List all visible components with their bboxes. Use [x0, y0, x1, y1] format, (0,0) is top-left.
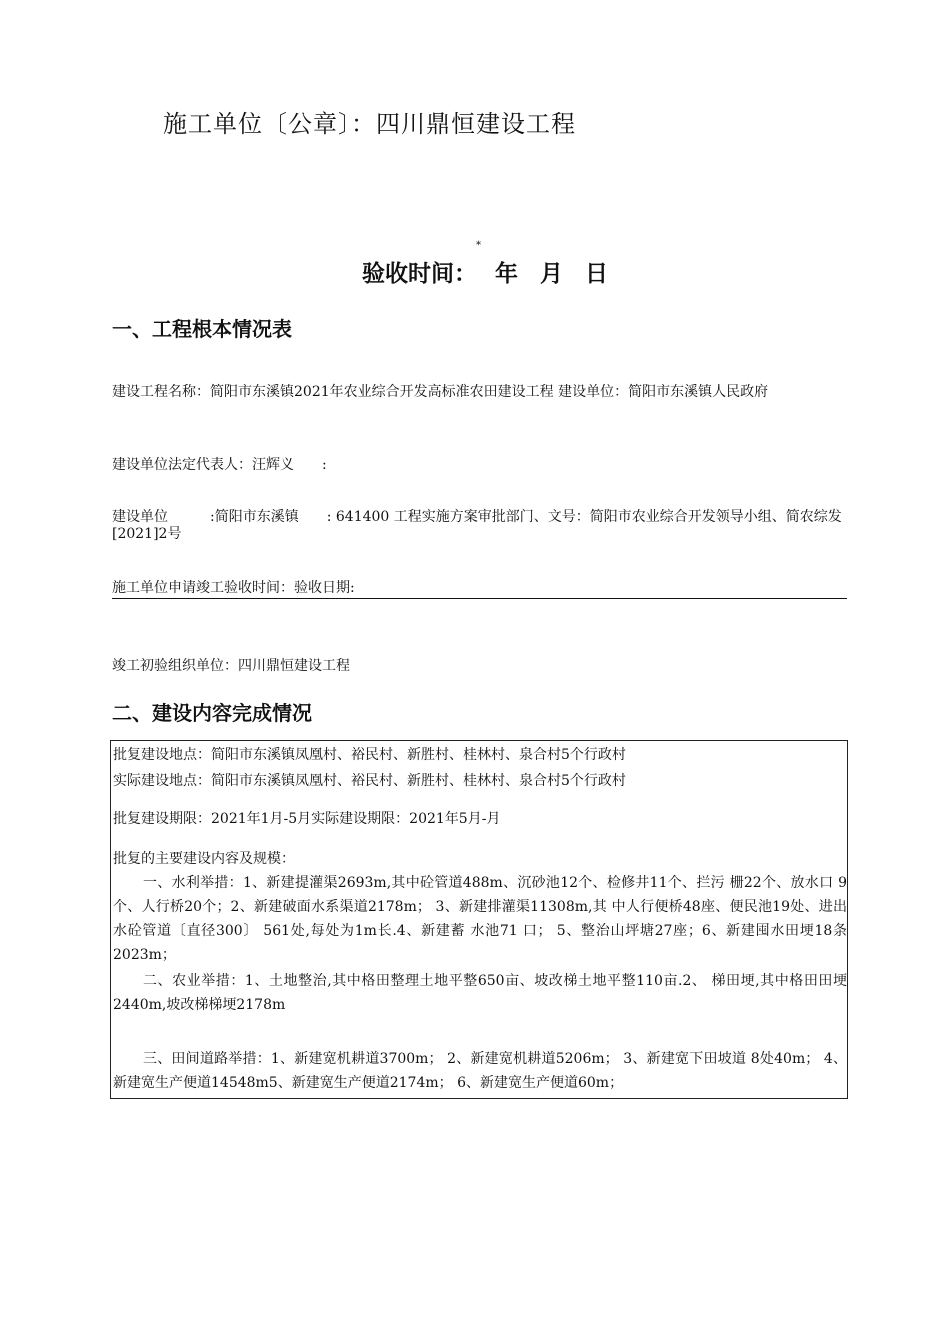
- star-mark: *: [476, 240, 481, 251]
- acceptance-time-ymd: 年 月 日: [495, 261, 609, 287]
- legal-rep-line: 建设单位法定代表人：汪辉义 :: [112, 457, 327, 473]
- water-measures: 一、水利举措：1、新建提灌渠2693m,其中砼管道488m、沉砂池12个、检修井11个、拦污 栅22个、放水口 9个、人行桥20个；2、新建破面水系渠道2178m； 3、新建排灌渠11308m,其 中人行便桥48座、便民池19处、进出水砼管道〔直径300〕 561处,每处为1m长.4、新建蓄 水池71 口； 5、整治山坪塘27座；6、新建囤水田埂18条2023m；: [113, 875, 847, 963]
- agri-measures: 二、农业举措：1、土地整治,其中格田整理土地平整650亩、坡改梯土地平整110亩.2、 梯田埂,其中格田田埂2440m,坡改梯梯埂2178m: [113, 973, 847, 1013]
- apply-time-line: 施工单位申请竣工验收时间：验收日期:: [112, 580, 847, 599]
- acceptance-time-label: 验收时间：: [362, 261, 477, 287]
- main-content-label: 批复的主要建设内容及规模：: [113, 851, 295, 867]
- acceptance-time: [362, 255, 608, 288]
- approved-location: 批复建设地点：简阳市东溪镇凤凰村、裕民村、新胜村、桂林村、泉合村5个行政村: [113, 747, 626, 763]
- road-measures: 三、田间道路举措：1、新建宽机耕道3700m； 2、新建宽机耕道5206m； 3、新建宽下田坡道 8处40m； 4、新建宽生产便道14548m5、新建宽生产便道2174m； 6、新建宽生产便道60m；: [113, 1051, 847, 1091]
- actual-location: 实际建设地点：简阳市东溪镇凤凰村、裕民村、新胜村、桂林村、泉合村5个行政村: [113, 773, 626, 789]
- section1-title: 一、工程根本情况表: [112, 317, 292, 341]
- unit-line: 建设单位 :简阳市东溪镇 : 641400 工程实施方案审批部门、文号：简阳市农业综合开发领导小组、简农综发[2021]2号: [112, 509, 842, 542]
- construction-content-table: [110, 740, 848, 1099]
- preliminary-org-line: 竣工初验组织单位：四川鼎恒建设工程: [112, 658, 350, 674]
- section2-title: 二、建设内容完成情况: [112, 701, 312, 725]
- project-name-line: 建设工程名称：简阳市东溪镇2021年农业综合开发高标准农田建设工程 建设单位：简阳市东溪镇人民政府: [112, 384, 769, 400]
- period-line: 批复建设期限：2021年1月-5月实际建设期限：2021年5月-月: [113, 811, 501, 827]
- construction-unit-line: 施工单位〔公章〕：四川鼎恒建设工程: [163, 110, 576, 138]
